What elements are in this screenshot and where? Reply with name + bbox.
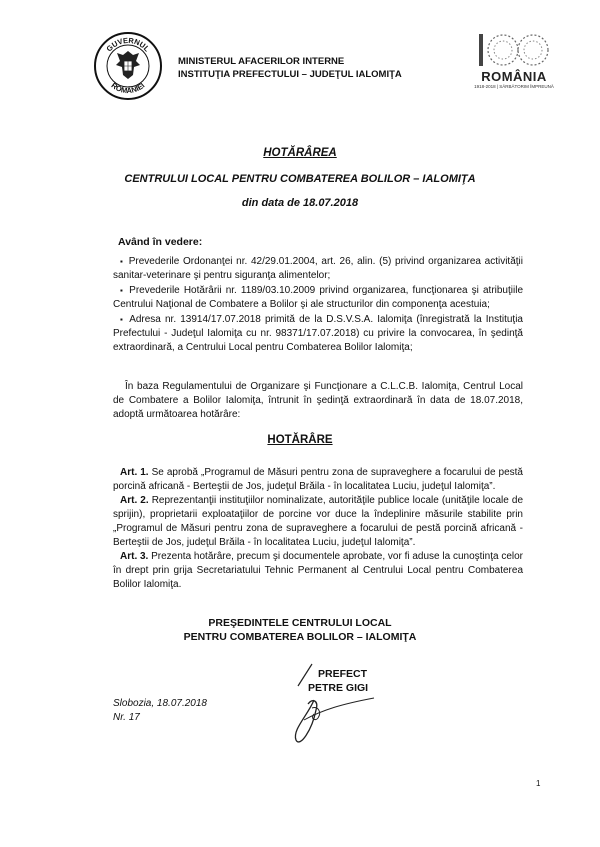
prefect-name: PETRE GIGI bbox=[308, 682, 369, 694]
article-text: Se aprobă „Programul de Măsuri pentru zona de supraveghere a focarului de pestă porcină africană - Berteştii de Jos, judeţul Brăila - în localitatea Luciu, judeţul Ialomiţa”. bbox=[113, 467, 523, 492]
article bbox=[113, 494, 523, 550]
bullet-icon: ▪ bbox=[120, 286, 125, 295]
page-number: 1 bbox=[536, 779, 541, 788]
article-text: Prezenta hotărâre, precum şi documentele aprobate, vor fi aduse la cunoştinţa celor în drept prin grija Secretariatului Tehnic Permanent al Centrului Local pentru Combaterea Bolilor Ialomiţa. bbox=[113, 551, 523, 590]
decision-number: Nr. 17 bbox=[113, 712, 140, 723]
decision-heading: HOTĂRÂRE bbox=[267, 434, 333, 446]
consideration-text: Prevederile Ordonanţei nr. 42/29.01.2004, art. 26, alin. (5) privind organizarea activităţii sanitar-veterinare şi pentru siguranţa alimentelor; bbox=[113, 256, 523, 281]
article bbox=[113, 550, 523, 592]
prefect-role: PREFECT bbox=[318, 668, 368, 680]
bullet-icon: ▪ bbox=[120, 257, 124, 266]
document-subtitle: CENTRULUI LOCAL PENTRU COMBATEREA BOLILOR – IALOMIŢA bbox=[124, 173, 476, 185]
centenar-tagline: 1918-2018 | SĂRBĂTORIM ÎMPREUNĂ bbox=[474, 84, 554, 89]
article bbox=[113, 466, 523, 494]
consideration-text: Adresa nr. 13914/17.07.2018 primită de la D.S.V.S.A. Ialomiţa (înregistrată la Instituţia Prefectului - Judeţul Ialomiţa cu nr. 98371/17.07.2018) cu privire la convocarea, în şedinţă extraordinară, a Centrului Local pentru Combaterea Bolilor Ialomiţa; bbox=[113, 314, 523, 353]
consideration-item bbox=[113, 255, 523, 283]
centenar-country: ROMÂNIA bbox=[481, 69, 547, 84]
considerations-list bbox=[113, 255, 523, 356]
article-label: Art. 3. bbox=[120, 551, 149, 562]
document-title: HOTĂRÂREA bbox=[263, 147, 337, 159]
signatory-title-line2: PENTRU COMBATEREA BOLILOR – IALOMIŢA bbox=[183, 631, 417, 643]
svg-text:ROMÂNIEI: ROMÂNIEI bbox=[109, 80, 147, 96]
place-date-block bbox=[113, 697, 207, 725]
ministry-header bbox=[178, 55, 402, 81]
place-date: Slobozia, 18.07.2018 bbox=[113, 698, 207, 709]
article-label: Art. 1. bbox=[120, 467, 149, 478]
bullet-icon: ▪ bbox=[120, 315, 125, 324]
articles-section bbox=[113, 466, 523, 592]
article-text: Reprezentanţii instituţiilor nominalizate, autorităţile publice locale (unităţile locale de sprijin), proprietarii exploataţiilor de porcine vor duce la îndeplinire măsurile stabilite prin „Programul de Măsuri pentru zona de supraveghere a focarului de pestă porcină africană - Berteştii de Jos, judeţul Brăila - în localitatea Luciu, judeţul Ialomiţa”. bbox=[113, 495, 524, 548]
centenar-100-logo-icon bbox=[475, 30, 553, 70]
considerations-label: Având în vedere: bbox=[118, 236, 203, 248]
institution-name: INSTITUŢIA PREFECTULUI – JUDEŢUL IALOMIŢA bbox=[178, 69, 402, 80]
document-date: din data de 18.07.2018 bbox=[241, 197, 359, 209]
ministry-name: MINISTERUL AFACERILOR INTERNE bbox=[178, 56, 345, 67]
consideration-text: Prevederile Hotărârii nr. 1189/03.10.2009 privind organizarea, funcţionarea şi atribuţiile Centrului Naţional de Combatere a Bolilor şi ale structurilor din componenţa acestuia; bbox=[113, 285, 524, 310]
centenar-logo bbox=[474, 30, 554, 90]
signatory-title-line1: PREŞEDINTELE CENTRULUI LOCAL bbox=[208, 617, 392, 629]
article-label: Art. 2. bbox=[120, 495, 149, 506]
consideration-item bbox=[113, 313, 523, 355]
government-seal-icon bbox=[93, 31, 163, 101]
consideration-item bbox=[113, 284, 523, 312]
svg-text:GUVERNUL: GUVERNUL bbox=[104, 35, 152, 54]
legal-basis-paragraph: În baza Regulamentului de Organizare şi Funcţionare a C.L.C.B. Ialomiţa, Centrul Local de Combatere a Bolilor Ialomiţa, întrunit în şedinţă extraordinară în data de 18.07.2018, adoptă următoarea hotărâre: bbox=[113, 381, 523, 420]
